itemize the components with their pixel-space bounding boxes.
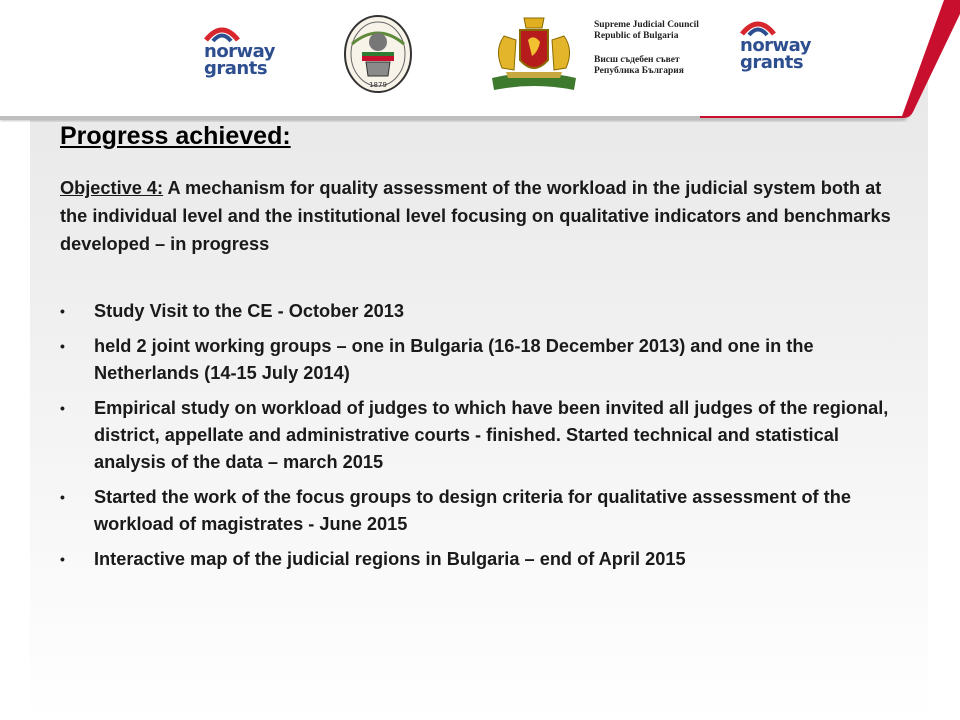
- header-shape: [0, 0, 960, 122]
- bullet-icon: •: [60, 489, 65, 505]
- list-item-text: Study Visit to the CE - October 2013: [94, 301, 404, 321]
- list-item-text: Started the work of the focus groups to design criteria for qualitative assessment of the workload of magistrates - June 2015: [94, 487, 851, 534]
- coat-of-arms-logo: [486, 10, 582, 100]
- objective-text: A mechanism for quality assessment of the workload in the judicial system both at the individual level and the institutional level focusing on qualitative indicators and benchmarks developed – in progress: [60, 178, 891, 254]
- list-item: [60, 484, 910, 538]
- progress-list: [60, 298, 910, 573]
- objective-paragraph: [60, 174, 910, 258]
- coat-of-arms-icon: [486, 10, 582, 100]
- norway-grants-logo-right: [736, 18, 816, 78]
- council-country-bg: Република България: [594, 66, 684, 76]
- list-item: [60, 298, 910, 325]
- logo-text-norway: norway: [204, 41, 276, 62]
- court-seal-logo: [342, 14, 414, 94]
- objective-label: Objective 4:: [60, 178, 164, 198]
- logo-text-grants: grants: [740, 52, 804, 73]
- header-bar: [0, 0, 960, 122]
- bullet-icon: •: [60, 338, 65, 354]
- slide-title: Progress achieved:: [60, 122, 291, 150]
- slide-content: [60, 174, 910, 581]
- seal-icon: [342, 14, 414, 94]
- logo-text-grants: grants: [204, 58, 268, 79]
- council-country-en: Republic of Bulgaria: [594, 31, 679, 41]
- list-item: [60, 395, 910, 476]
- bullet-icon: •: [60, 303, 65, 319]
- council-name-bg: Висш съдебен съвет: [594, 55, 680, 65]
- bullet-icon: •: [60, 400, 65, 416]
- council-name-en: Supreme Judicial Council: [594, 20, 699, 30]
- svg-text:1879: 1879: [369, 81, 387, 89]
- logo-text-norway: norway: [740, 35, 812, 56]
- bullet-icon: •: [60, 551, 65, 567]
- list-item-text: Interactive map of the judicial regions in Bulgaria – end of April 2015: [94, 549, 686, 569]
- list-item-text: held 2 joint working groups – one in Bulgaria (16-18 December 2013) and one in the Netherlands (14-15 July 2014): [94, 336, 814, 383]
- list-item: [60, 546, 910, 573]
- list-item: [60, 333, 910, 387]
- norway-grants-logo-left: [200, 24, 280, 84]
- list-item-text: Empirical study on workload of judges to which have been invited all judges of the regional, district, appellate and administrative courts - finished. Started technical and statistical analysis of the data – march 2015: [94, 398, 889, 472]
